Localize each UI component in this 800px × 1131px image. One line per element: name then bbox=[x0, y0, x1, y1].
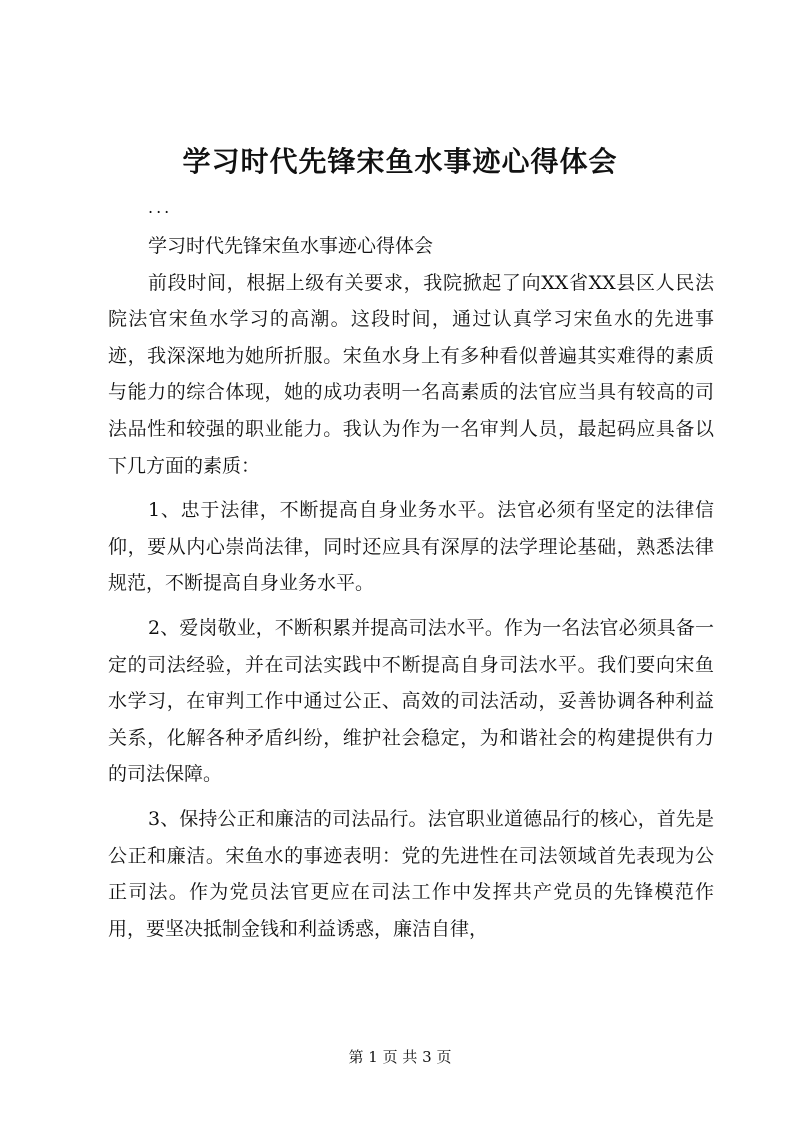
paragraph-subtitle: 学习时代先锋宋鱼水事迹心得体会 bbox=[148, 235, 434, 257]
paragraph-point-1: 1、忠于法律，不断提高自身业务水平。法官必须有坚定的法律信仰，要从内心崇尚法律，同时还应具有深厚的法学理论基础，熟悉法律规范，不断提高自身业务水平。 bbox=[108, 499, 714, 595]
paragraph-point-3: 3、保持公正和廉洁的司法品行。法官职业道德品行的核心，首先是公正和廉洁。宋鱼水的事迹表明：党的先进性在司法领域首先表现为公正司法。作为党员法官更应在司法工作中发挥共产党员的先锋模范作用，要坚决抵制金钱和利益诱惑，廉洁自律， bbox=[108, 807, 714, 940]
paragraph-point-2: 2、爱岗敬业，不断积累并提高司法水平。作为一名法官必须具备一定的司法经验，并在司法实践中不断提高自身司法水平。我们要向宋鱼水学习，在审判工作中通过公正、高效的司法活动，妥善协调各种利益关系，化解各种矛盾纠纷，维护社会稳定，为和谐社会的构建提供有力的司法保障。 bbox=[108, 616, 714, 786]
document-body bbox=[108, 228, 714, 947]
page-footer: 第 1 页 共 3 页 bbox=[348, 1048, 452, 1066]
document-title: 学习时代先锋宋鱼水事迹心得体会 bbox=[182, 145, 618, 178]
paragraph-intro: 前段时间，根据上级有关要求，我院掀起了向XX省XX县区人民法院法官宋鱼水学习的高潮。这段时间，通过认真学习宋鱼水的先进事迹，我深深地为她所折服。宋鱼水身上有多种看似普遍其实难得的素质与能力的综合体现，她的成功表明一名高素质的法官应当具有较高的司法品性和较强的职业能力。我认为作为一名审判人员，最起码应具备以下几方面的素质： bbox=[108, 271, 714, 477]
ellipsis-marker: ... bbox=[148, 198, 173, 217]
